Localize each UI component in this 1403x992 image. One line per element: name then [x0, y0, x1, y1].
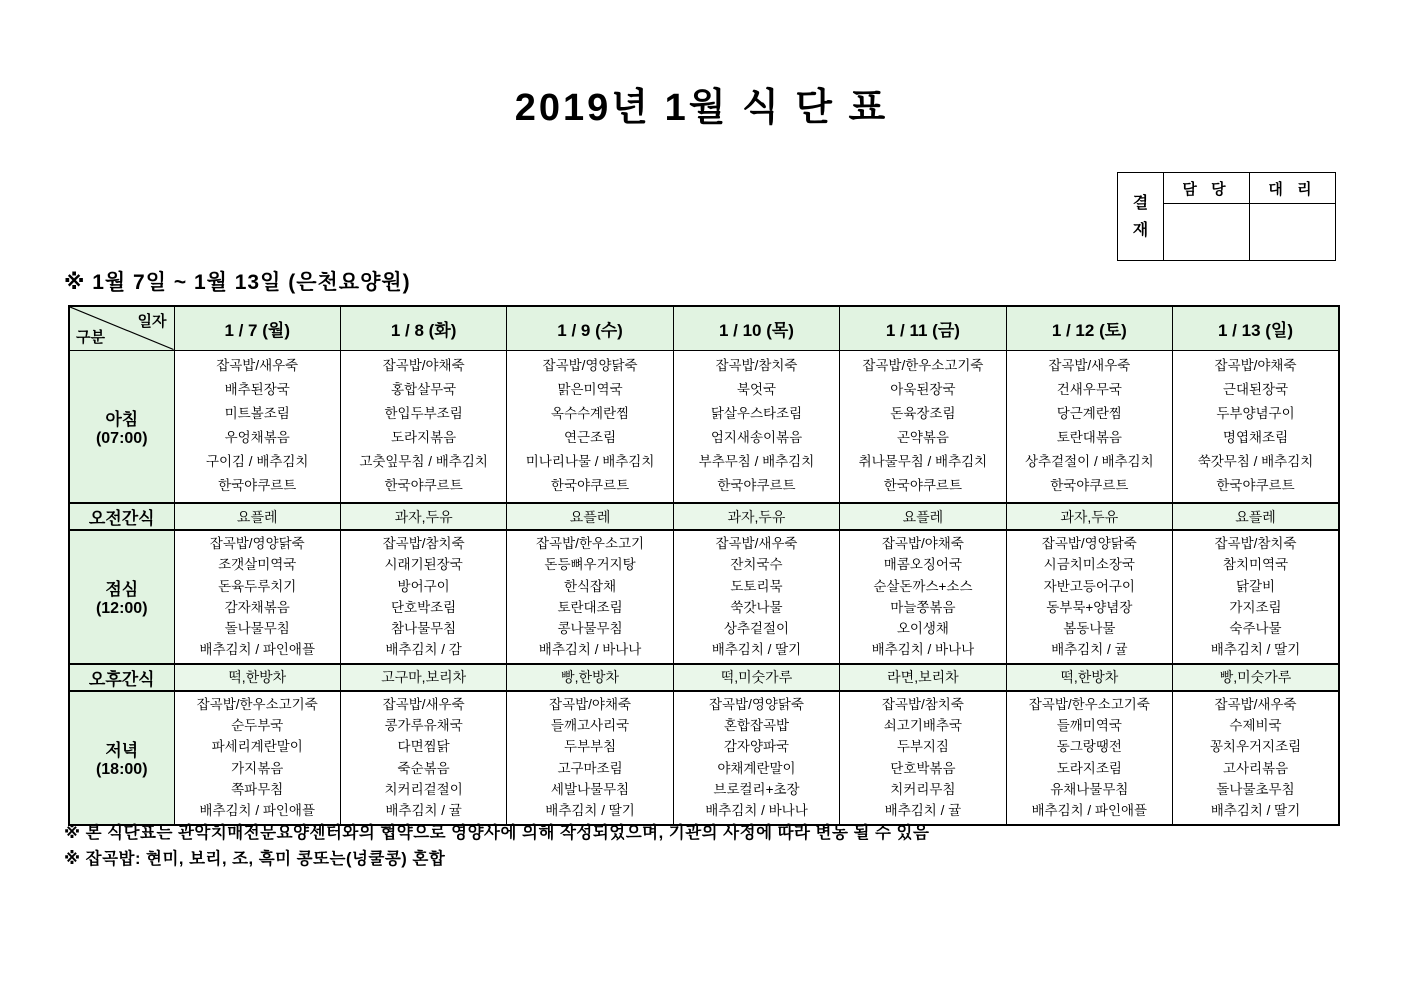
menu-item: 두부양념구이	[1216, 406, 1295, 422]
menu-cell	[1006, 350, 1172, 503]
menu-item: 배추김치 / 딸기	[1210, 803, 1301, 819]
row-label-dinner	[69, 691, 174, 825]
menu-item: 단호박볶음	[890, 760, 956, 776]
menu-item: 잡곡밥/영양닭죽	[542, 358, 638, 374]
meal-name: 아침	[105, 409, 139, 429]
menu-item: 치커리무침	[890, 782, 956, 798]
menu-item: 배추김치 / 파인애플	[199, 803, 315, 819]
menu-item: 잡곡밥/한우소고기죽	[1028, 696, 1150, 712]
corner-label-category: 구분	[76, 328, 105, 346]
menu-item: 쑥갓무침 / 배추김치	[1197, 454, 1314, 470]
snack-cell: 과자,두유	[673, 503, 839, 530]
corner-label-date: 일자	[137, 313, 167, 330]
menu-item: 배추김치 / 바나나	[538, 642, 642, 658]
menu-item: 한입두부조림	[384, 406, 463, 422]
menu-item: 배추김치 / 파인애플	[1031, 803, 1148, 819]
menu-item: 마늘쫑볶음	[890, 599, 956, 615]
menu-item: 감자양파국	[723, 739, 790, 755]
menu-item: 한국야쿠르트	[1216, 478, 1295, 494]
menu-cell	[507, 350, 673, 503]
menu-item: 들깨고사리국	[550, 718, 630, 734]
menu-item: 두부지짐	[896, 739, 949, 755]
snack-cell: 고구마,보리차	[340, 664, 506, 691]
menu-item: 배추김치 / 딸기	[545, 803, 635, 819]
snack-cell: 떡,한방차	[1006, 664, 1172, 691]
menu-item: 배추김치 / 귤	[884, 803, 962, 819]
approval-col-daeri: 대 리	[1250, 173, 1336, 204]
week-range-subtitle: ※ 1월 7일 ~ 1월 13일 (은천요양원)	[64, 271, 411, 294]
snack-cell: 떡,미숫가루	[673, 664, 839, 691]
menu-row-morning-snack	[69, 503, 1339, 530]
menu-item: 명엽채조림	[1222, 430, 1289, 446]
menu-item: 한국야쿠르트	[218, 478, 297, 494]
menu-table-header-row	[69, 306, 1339, 350]
corner-cell	[69, 306, 174, 350]
snack-cell: 요플레	[174, 503, 340, 530]
menu-item: 가지볶음	[231, 760, 284, 776]
menu-item: 잡곡밥/새우죽	[382, 696, 465, 712]
menu-item: 취나물무침 / 배추김치	[858, 454, 988, 470]
menu-item: 상추겉절이 / 배추김치	[1025, 454, 1154, 470]
menu-item: 동부묵+양념장	[1046, 599, 1133, 615]
menu-item: 당근계란찜	[1056, 406, 1122, 422]
menu-item: 돌나물무침	[224, 621, 290, 637]
menu-item: 참치미역국	[1222, 557, 1289, 573]
menu-item: 배추김치 / 귤	[385, 803, 462, 819]
menu-item: 잡곡밥/영양닭죽	[209, 536, 305, 551]
menu-item: 치커리겉절이	[384, 782, 463, 798]
menu-item: 배추된장국	[224, 382, 290, 398]
menu-cell	[1173, 691, 1339, 825]
meal-time: (07:00)	[95, 429, 148, 447]
approval-signature-cell-damdang	[1164, 204, 1250, 261]
menu-item: 콩나물무침	[557, 621, 623, 637]
menu-item: 쑥갓나물	[730, 599, 783, 615]
menu-item: 방어구이	[397, 578, 450, 594]
menu-cell	[1173, 530, 1339, 664]
menu-item: 콩가루유채국	[384, 718, 463, 734]
menu-item: 잡곡밥/새우죽	[1214, 696, 1297, 712]
menu-item: 잔치국수	[730, 557, 783, 573]
menu-item: 우엉채볶음	[224, 430, 290, 446]
menu-cell	[174, 350, 340, 503]
menu-item: 고춧잎무침 / 배추김치	[359, 454, 488, 470]
snack-cell: 요플레	[1173, 503, 1339, 530]
row-label-breakfast	[69, 350, 174, 503]
menu-item: 도라지조림	[1056, 760, 1122, 776]
approval-signature-cell-daeri	[1250, 204, 1336, 261]
meal-time: (18:00)	[95, 761, 148, 779]
menu-item: 단호박조림	[391, 599, 457, 615]
date-header: 1 / 7 (월)	[174, 306, 340, 350]
menu-item: 잡곡밥/새우죽	[715, 536, 798, 551]
menu-item: 도라지볶음	[391, 430, 457, 446]
menu-item: 한국야쿠르트	[883, 478, 963, 494]
snack-cell: 떡,한방차	[174, 664, 340, 691]
menu-item: 순두부국	[231, 718, 284, 734]
approval-stamp-label: 결재	[1132, 194, 1149, 239]
meal-time: (12:00)	[95, 600, 148, 618]
menu-row-afternoon-snack	[69, 664, 1339, 691]
menu-cell	[1173, 350, 1339, 503]
menu-item: 건새우무국	[1056, 382, 1122, 398]
menu-item: 파세리계란말이	[211, 739, 303, 755]
date-header: 1 / 12 (토)	[1006, 306, 1172, 350]
menu-item: 숙주나물	[1229, 621, 1282, 637]
snack-cell: 빵,한방차	[507, 664, 673, 691]
menu-row-lunch	[69, 530, 1339, 664]
menu-item: 상추겉절이	[723, 621, 790, 637]
menu-item: 잡곡밥/야채죽	[549, 696, 632, 712]
menu-item: 꽁치우거지조림	[1209, 739, 1302, 755]
menu-item: 오이생채	[896, 621, 949, 637]
menu-cell	[507, 530, 673, 664]
footnotes	[64, 820, 929, 872]
snack-cell: 요플레	[840, 503, 1006, 530]
menu-item: 돌나물초무침	[1216, 782, 1295, 798]
date-header: 1 / 9 (수)	[507, 306, 673, 350]
menu-item: 참나물무침	[391, 621, 457, 637]
menu-item: 돈등뼈우거지탕	[544, 557, 636, 573]
menu-item: 배추김치 / 감	[385, 642, 462, 658]
menu-item: 잡곡밥/한우소고기죽	[196, 696, 318, 712]
approval-table	[1117, 172, 1336, 261]
menu-item: 잡곡밥/참치죽	[382, 536, 465, 551]
menu-item: 쇠고기배추국	[883, 718, 963, 734]
menu-item: 동그랑땡전	[1056, 739, 1122, 755]
page-title: 2019년 1월 식 단 표	[514, 87, 889, 129]
menu-cell	[840, 691, 1006, 825]
menu-item: 한국야쿠르트	[550, 478, 630, 494]
menu-table	[68, 305, 1340, 826]
menu-cell	[174, 691, 340, 825]
menu-item: 한국야쿠르트	[384, 478, 463, 494]
snack-cell: 요플레	[507, 503, 673, 530]
menu-item: 돈육장조림	[890, 406, 956, 422]
menu-item: 곤약볶음	[896, 430, 949, 446]
menu-item: 가지조림	[1229, 599, 1282, 615]
menu-item: 유채나물무침	[1050, 782, 1129, 798]
menu-item: 감자채볶음	[224, 599, 290, 615]
menu-item: 배추김치 / 귤	[1051, 642, 1128, 658]
menu-item: 다면찜닭	[397, 739, 450, 755]
menu-item: 미트볼조림	[224, 406, 290, 422]
menu-table-body	[69, 350, 1339, 825]
menu-item: 잡곡밥/야채죽	[1214, 358, 1297, 374]
menu-item: 잡곡밥/참치죽	[881, 696, 964, 712]
menu-item: 옥수수계란찜	[550, 406, 630, 422]
menu-item: 봄동나물	[1063, 621, 1116, 637]
menu-item: 토란대조림	[557, 599, 623, 615]
menu-item: 한국야쿠르트	[717, 478, 796, 494]
menu-item: 순살돈까스+소스	[873, 578, 973, 594]
menu-item: 쪽파무침	[231, 782, 284, 798]
menu-cell	[340, 350, 506, 503]
row-label-morning-snack: 오전간식	[69, 503, 174, 530]
menu-item: 아욱된장국	[890, 382, 956, 398]
date-header: 1 / 10 (목)	[673, 306, 839, 350]
menu-item: 브로컬리+초장	[713, 782, 800, 798]
menu-item: 잡곡밥/참치죽	[715, 358, 798, 374]
menu-item: 고구마조림	[557, 760, 623, 776]
menu-cell	[340, 691, 506, 825]
footnote-line: ※ 본 식단표는 관악치매전문요양센터와의 협약으로 영양사에 의해 작성되었으며, 기관의 사정에 따라 변동 될 수 있음	[64, 824, 930, 842]
menu-item: 세발나물무침	[550, 782, 630, 798]
footnote-line: ※ 잡곡밥: 현미, 보리, 조, 흑미 콩또는(넝쿨콩) 혼합	[64, 850, 446, 868]
menu-item: 잡곡밥/한우소고기	[536, 536, 645, 551]
menu-item: 배추김치 / 바나나	[705, 803, 808, 819]
menu-item: 혼합잡곡밥	[723, 718, 790, 734]
meal-name: 저녁	[105, 741, 139, 761]
menu-item: 잡곡밥/야채죽	[382, 358, 465, 374]
menu-item: 시금치미소장국	[1043, 557, 1135, 573]
menu-item: 야채계란말이	[717, 760, 796, 776]
menu-item: 시래기된장국	[384, 557, 463, 573]
menu-item: 북엇국	[736, 382, 777, 398]
menu-item: 배추김치 / 딸기	[1210, 642, 1301, 658]
menu-item: 잡곡밥/새우죽	[216, 358, 299, 374]
menu-item: 닭갈비	[1235, 578, 1276, 594]
menu-item: 홍합살무국	[391, 382, 457, 398]
menu-cell	[840, 350, 1006, 503]
snack-cell: 과자,두유	[340, 503, 506, 530]
menu-cell	[174, 530, 340, 664]
meal-name: 점심	[105, 580, 139, 600]
menu-item: 닭살우스타조림	[710, 406, 803, 422]
menu-item: 배추김치 / 파인애플	[199, 642, 315, 658]
menu-cell	[673, 350, 839, 503]
menu-item: 돈육두루치기	[218, 578, 297, 594]
menu-cell	[1006, 530, 1172, 664]
menu-cell	[1006, 691, 1172, 825]
menu-item: 들깨미역국	[1056, 718, 1122, 734]
menu-item: 수제비국	[1229, 718, 1282, 734]
menu-item: 맑은미역국	[557, 382, 623, 398]
row-label-afternoon-snack: 오후간식	[69, 664, 174, 691]
snack-cell: 빵,미숫가루	[1173, 664, 1339, 691]
menu-item: 죽순볶음	[397, 760, 450, 776]
row-label-lunch	[69, 530, 174, 664]
menu-item: 잡곡밥/새우죽	[1048, 358, 1131, 374]
menu-item: 토란대볶음	[1056, 430, 1122, 446]
menu-item: 조갯살미역국	[218, 557, 297, 573]
menu-row-dinner	[69, 691, 1339, 825]
date-header: 1 / 11 (금)	[840, 306, 1006, 350]
menu-item: 한국야쿠르트	[1050, 478, 1129, 494]
menu-item: 배추김치 / 딸기	[711, 642, 802, 658]
menu-item: 배추김치 / 바나나	[871, 642, 975, 658]
menu-item: 자반고등어구이	[1043, 578, 1135, 594]
menu-item: 한식잡채	[563, 578, 617, 594]
menu-item: 잡곡밥/영양닭죽	[708, 696, 804, 712]
menu-item: 연근조림	[563, 430, 617, 446]
snack-cell: 과자,두유	[1006, 503, 1172, 530]
menu-item: 근대된장국	[1222, 382, 1289, 398]
menu-item: 고사리볶음	[1222, 760, 1289, 776]
menu-item: 도토리묵	[730, 578, 783, 594]
date-header: 1 / 8 (화)	[340, 306, 506, 350]
menu-item: 미나리나물 / 배추김치	[525, 454, 655, 470]
menu-item: 잡곡밥/야채죽	[881, 536, 964, 551]
menu-item: 구이김 / 배추김치	[205, 454, 309, 470]
menu-cell	[340, 530, 506, 664]
approval-col-damdang: 담 당	[1164, 173, 1250, 204]
menu-cell	[840, 530, 1006, 664]
snack-cell: 라면,보리차	[840, 664, 1006, 691]
menu-item: 잡곡밥/한우소고기죽	[862, 358, 984, 374]
menu-item: 잡곡밥/영양닭죽	[1041, 536, 1137, 551]
menu-cell	[673, 691, 839, 825]
menu-item: 엄지새송이볶음	[710, 430, 803, 446]
menu-item: 매콤오징어국	[883, 557, 963, 573]
menu-item: 부추무침 / 배추김치	[698, 454, 815, 470]
menu-cell	[673, 530, 839, 664]
date-header: 1 / 13 (일)	[1173, 306, 1339, 350]
menu-item: 두부부침	[563, 739, 617, 755]
menu-cell	[507, 691, 673, 825]
approval-stamp-cell	[1118, 173, 1164, 261]
menu-row-breakfast	[69, 350, 1339, 503]
menu-item: 잡곡밥/참치죽	[1214, 536, 1297, 551]
